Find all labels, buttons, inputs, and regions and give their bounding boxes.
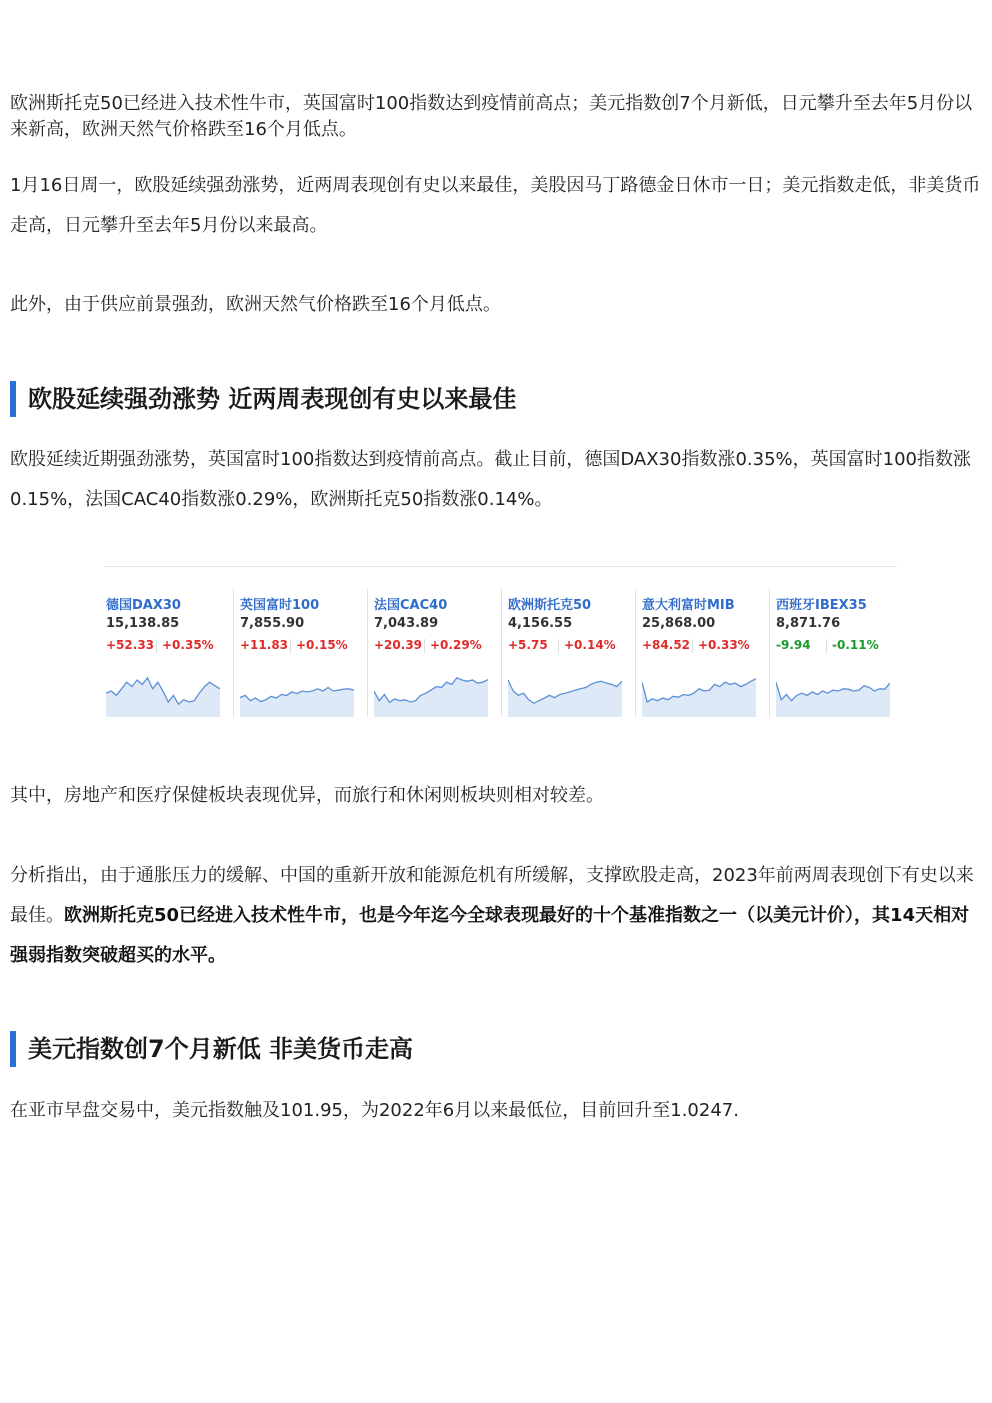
ticker-separator (826, 639, 827, 653)
ticker-stoxx50[interactable] (506, 567, 632, 719)
ticker-name: 欧洲斯托克50 (508, 598, 592, 613)
section-heading-usd: 美元指数创7个月新低 非美货币走高 (10, 1031, 985, 1067)
ticker-percent: +0.14% (564, 638, 616, 652)
ticker-separator (424, 639, 425, 653)
ticker-divider (635, 589, 636, 717)
ticker-percent: -0.11% (832, 638, 879, 652)
ticker-price: 7,855.90 (240, 616, 305, 631)
ticker-change: +52.33 (106, 638, 155, 652)
sparkline-area (106, 678, 220, 717)
sparkline-chart (508, 663, 622, 717)
sparkline-chart (642, 663, 756, 717)
section-heading-europe: 欧股延续强劲涨势 近两周表现创有史以来最佳 (10, 381, 985, 417)
ticker-name: 西班牙IBEX35 (776, 598, 867, 613)
sparkline-chart (240, 663, 354, 717)
ticker-separator (290, 639, 291, 653)
analysis-text: 分析指出，由于通胀压力的缓解、中国的重新开放和能源危机有所缓解，支撑欧股走高，2023年前两周表现创下有史以来最佳。 (10, 865, 974, 926)
ticker-percent: +0.35% (162, 638, 214, 652)
ticker-name: 意大利富时MIB (642, 598, 735, 613)
sparkline-area (374, 678, 488, 717)
ticker-change: +11.83 (240, 638, 289, 652)
ticker-separator (558, 639, 559, 653)
ticker-divider (367, 589, 368, 717)
ticker-price: 4,156.55 (508, 616, 573, 631)
ticker-separator (156, 639, 157, 653)
intro-paragraph: 欧洲斯托克50已经进入技术性牛市，英国富时100指数达到疫情前高点；美元指数创7个月新低，日元攀升至去年5月份以来新高，欧洲天然气价格跌至16个月低点。 (10, 93, 973, 140)
paragraph-market-summary: 1月16日周一，欧股延续强劲涨势，近两周表现创有史以来最佳，美股因马丁路德金日休市一日；美元指数走低，非美货币走高，日元攀升至去年5月份以来最高。 (10, 175, 981, 236)
ticker-ftse100[interactable] (238, 567, 364, 719)
ticker-percent: +0.15% (296, 638, 348, 652)
ticker-change: -9.94 (776, 638, 811, 652)
ticker-percent: +0.29% (430, 638, 482, 652)
ticker-ibex35[interactable] (774, 567, 900, 719)
sparkline-chart (374, 663, 488, 717)
ticker-percent: +0.33% (698, 638, 750, 652)
ticker-divider (769, 589, 770, 717)
ticker-change: +84.52 (642, 638, 691, 652)
paragraph-usd-index: 在亚市早盘交易中，美元指数触及101.95，为2022年6月以来最低位，目前回升至1.0247. (10, 1100, 739, 1121)
ticker-divider (233, 589, 234, 717)
ticker-name: 英国富时100 (240, 598, 320, 613)
sparkline-area (240, 688, 354, 718)
ticker-cac40[interactable] (372, 567, 498, 719)
ticker-divider (501, 589, 502, 717)
paragraph-analysis (10, 856, 985, 976)
ticker-price: 15,138.85 (106, 616, 180, 631)
ticker-separator (692, 639, 693, 653)
analysis-highlight: 欧洲斯托克50已经进入技术性牛市，也是今年迄今全球表现最好的十个基准指数之一（以美元计价），其14天相对强弱指数突破超买的水平。 (10, 905, 970, 966)
ticker-ftse-mib[interactable] (640, 567, 766, 719)
ticker-price: 8,871.76 (776, 616, 841, 631)
paragraph-gas-price: 此外，由于供应前景强劲，欧洲天然气价格跌至16个月低点。 (10, 294, 501, 315)
ticker-price: 25,868.00 (642, 616, 716, 631)
ticker-change: +5.75 (508, 638, 548, 652)
paragraph-sectors: 其中，房地产和医疗保健板块表现优异，而旅行和休闲则板块则相对较差。 (10, 785, 604, 806)
sparkline-chart (776, 663, 890, 717)
ticker-name: 法国CAC40 (374, 598, 448, 613)
ticker-dax30[interactable] (104, 567, 230, 719)
sparkline-chart (106, 663, 220, 717)
sparkline-area (508, 680, 622, 717)
ticker-price: 7,043.89 (374, 616, 439, 631)
ticker-name: 德国DAX30 (106, 598, 181, 613)
paragraph-europe-indices: 欧股延续近期强劲涨势，英国富时100指数达到疫情前高点。截止目前，德国DAX30指数涨0.35%，英国富时100指数涨0.15%，法国CAC40指数涨0.29%，欧洲斯托克50指数涨0.14%。 (10, 449, 971, 510)
ticker-change: +20.39 (374, 638, 423, 652)
index-ticker-strip (104, 566, 897, 719)
sparkline-area (642, 679, 756, 717)
